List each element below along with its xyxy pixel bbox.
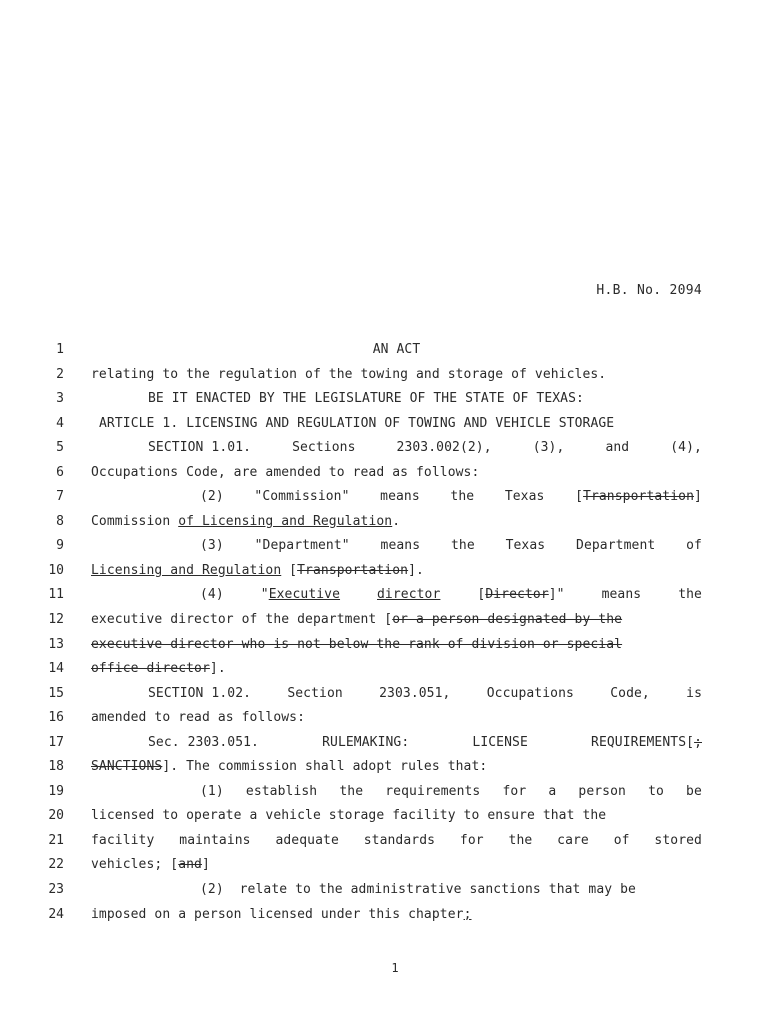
article-heading: ARTICLE 1. LICENSING AND REGULATION OF TOWING AND VEHICLE STORAGE bbox=[99, 415, 615, 431]
line bbox=[0, 782, 770, 807]
line-number: 2 bbox=[56, 366, 64, 382]
line-number: 24 bbox=[48, 906, 64, 922]
line-text: (3) "Department" means the Texas Department of bbox=[200, 538, 702, 554]
bill-text bbox=[0, 340, 770, 929]
caption: relating to the regulation of the towing and storage of vehicles. bbox=[91, 366, 607, 382]
line-text: Commission of Licensing and Regulation. bbox=[91, 513, 401, 529]
line-text bbox=[91, 637, 702, 653]
struck-text: Director bbox=[485, 587, 549, 603]
line bbox=[0, 635, 770, 660]
line-number: 5 bbox=[56, 440, 64, 456]
line bbox=[0, 855, 770, 880]
line bbox=[0, 463, 770, 488]
struck-text: Transportation bbox=[583, 489, 695, 505]
struck-text: executive director who is not below the rank of division or special bbox=[91, 636, 623, 652]
struck-text: ; bbox=[694, 734, 702, 750]
line bbox=[0, 757, 770, 782]
line-text: (2) "Commission" means the Texas [Transportation] bbox=[200, 489, 702, 505]
line-text: Licensing and Regulation [Transportation]. bbox=[91, 562, 424, 578]
line bbox=[0, 831, 770, 856]
line bbox=[0, 880, 770, 905]
inserted-text: Licensing and Regulation bbox=[91, 562, 282, 578]
line bbox=[0, 512, 770, 537]
struck-text: and bbox=[178, 857, 202, 873]
line bbox=[0, 414, 770, 439]
struck-text: SANCTIONS bbox=[91, 759, 163, 775]
line bbox=[0, 536, 770, 561]
line-text: amended to read as follows: bbox=[91, 710, 306, 726]
inserted-text: director bbox=[377, 587, 441, 603]
line bbox=[0, 659, 770, 684]
line bbox=[0, 905, 770, 930]
line-number: 11 bbox=[48, 587, 64, 603]
struck-text: or a person designated by the bbox=[392, 612, 623, 628]
line-text: Sec. 2303.051. RULEMAKING: LICENSE REQUIREMENTS[; bbox=[148, 734, 702, 750]
line-number: 8 bbox=[56, 513, 64, 529]
line-number: 4 bbox=[56, 415, 64, 431]
line bbox=[0, 684, 770, 709]
line-number: 18 bbox=[48, 759, 64, 775]
line-number: 9 bbox=[56, 538, 64, 554]
struck-text: office director bbox=[91, 661, 210, 677]
line-number: 23 bbox=[48, 882, 64, 898]
line-text: executive director of the department [or a person designated by the bbox=[91, 612, 623, 628]
line bbox=[0, 487, 770, 512]
line bbox=[0, 733, 770, 758]
line-text: SANCTIONS]. The commission shall adopt rules that: bbox=[91, 759, 488, 775]
line bbox=[0, 708, 770, 733]
line-text: licensed to operate a vehicle storage facility to ensure that the bbox=[91, 808, 607, 824]
line-number: 1 bbox=[56, 342, 64, 357]
line bbox=[0, 585, 770, 610]
line bbox=[0, 561, 770, 586]
line-number: 14 bbox=[48, 661, 64, 677]
line-number: 6 bbox=[56, 464, 64, 480]
line-number: 21 bbox=[48, 832, 64, 848]
line bbox=[0, 806, 770, 831]
line-number: 7 bbox=[56, 489, 64, 505]
line-text: facility maintains adequate standards for the care of stored bbox=[91, 832, 702, 848]
line-text: (2) relate to the administrative sanctions that may be bbox=[200, 882, 636, 898]
line-number: 15 bbox=[48, 685, 64, 701]
line-number: 17 bbox=[48, 734, 64, 750]
line bbox=[0, 389, 770, 414]
line-text: SECTION 1.02. Section 2303.051, Occupations Code, is bbox=[148, 685, 702, 701]
line-number: 13 bbox=[48, 636, 64, 652]
line-text: (4) "Executive director [Director]" means the bbox=[200, 587, 702, 603]
line-number: 10 bbox=[48, 562, 64, 578]
inserted-text: of Licensing and Regulation bbox=[178, 513, 393, 529]
line-text: (1) establish the requirements for a person to be bbox=[200, 783, 702, 799]
bill-number: H.B. No. 2094 bbox=[596, 283, 702, 298]
act-heading: AN ACT bbox=[372, 342, 421, 357]
line-text: office director]. bbox=[91, 661, 226, 677]
line-number: 16 bbox=[48, 710, 64, 726]
line bbox=[0, 365, 770, 390]
enacting-clause: BE IT ENACTED BY THE LEGISLATURE OF THE STATE OF TEXAS: bbox=[148, 391, 584, 407]
line bbox=[0, 340, 770, 365]
line-text: Occupations Code, are amended to read as follows: bbox=[91, 464, 480, 480]
line bbox=[0, 438, 770, 463]
line-text: imposed on a person licensed under this chapter; bbox=[91, 906, 472, 922]
line bbox=[0, 610, 770, 635]
struck-text: Transportation bbox=[297, 562, 409, 578]
line-text: vehicles; [and] bbox=[91, 857, 210, 873]
line-number: 12 bbox=[48, 612, 64, 628]
line-number: 20 bbox=[48, 808, 64, 824]
inserted-text: ; bbox=[463, 906, 472, 922]
page-number: 1 bbox=[391, 961, 399, 975]
line-number: 19 bbox=[48, 783, 64, 799]
inserted-text: Executive bbox=[268, 587, 341, 603]
line-number: 22 bbox=[48, 857, 64, 873]
line-text: SECTION 1.01. Sections 2303.002(2), (3), and (4), bbox=[148, 440, 702, 456]
line-number: 3 bbox=[56, 391, 64, 407]
